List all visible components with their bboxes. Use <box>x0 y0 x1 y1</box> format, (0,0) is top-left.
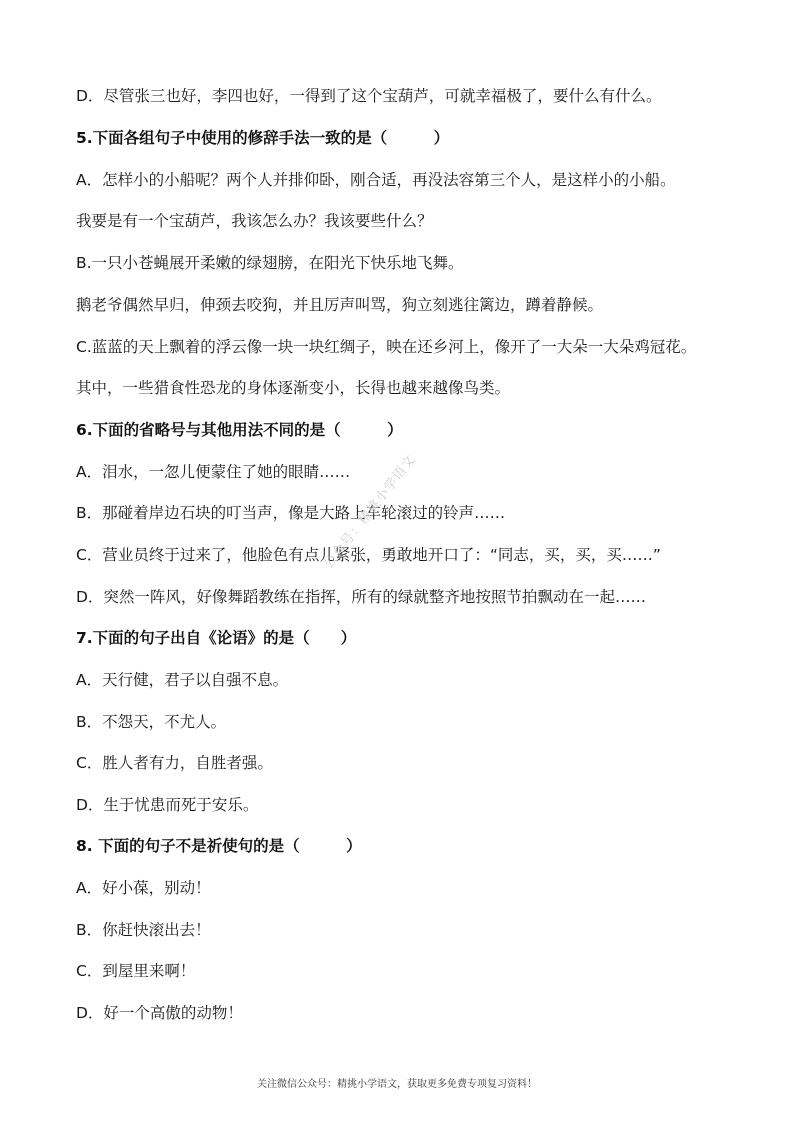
option-7-b: B．不怨天，不尤人。 <box>76 713 227 731</box>
option-6-a: A．泪水，一忽儿便蒙住了她的眼睛…… <box>76 463 351 481</box>
option-4-d: D．尽管张三也好，李四也好，一得到了这个宝葫芦，可就幸福极了，要什么有什么。 <box>76 87 662 105</box>
question-8-stem: 8. 下面的句子不是祈使句的是（ ） <box>76 837 362 855</box>
option-8-a: A．好小葆，别动！ <box>76 879 211 897</box>
option-5-b-second: 鹅老爷偶然早归，伸颈去咬狗，并且厉声叫骂，狗立刻逃往篱边，蹲着静候。 <box>76 296 604 314</box>
option-5-b: B.一只小苍蝇展开柔嫩的绿翅膀，在阳光下快乐地飞舞。 <box>76 254 464 272</box>
option-5-a-second: 我要是有一个宝葫芦，我该怎么办？我该要些什么？ <box>76 212 433 230</box>
question-6-stem: 6.下面的省略号与其他用法不同的是（ ） <box>76 421 403 439</box>
option-6-b: B．那碰着岸边石块的叮当声，像是大路上车轮滚过的铃声…… <box>76 504 506 522</box>
option-7-c: C．胜人者有力，自胜者强。 <box>76 754 273 772</box>
watermark: 公众号：精挑小学语文 <box>321 452 420 572</box>
option-8-c: C．到屋里来啊！ <box>76 962 196 980</box>
option-5-a: A．怎样小的小船呢？两个人并排仰卧，刚合适，再没法容第三个人，是这样小的小船。 <box>76 171 676 189</box>
question-7-stem: 7.下面的句子出自《论语》的是（ ） <box>76 629 357 647</box>
option-8-d: D．好一个高傲的动物！ <box>76 1004 243 1022</box>
option-5-c: C.蓝蓝的天上飘着的浮云像一块一块红绸子，映在还乡河上，像开了一大朵一大朵鸡冠花。 <box>76 338 697 356</box>
option-8-b: B．你赶快滚出去！ <box>76 921 211 939</box>
option-6-d: D．突然一阵风，好像舞蹈教练在指挥，所有的绿就整齐地按照节拍飘动在一起…… <box>76 588 646 606</box>
question-5-stem: 5.下面各组句子中使用的修辞手法一致的是（ ） <box>76 129 450 147</box>
option-7-d: D．生于忧患而死于安乐。 <box>76 796 259 814</box>
footer-note: 关注微信公众号：精挑小学语文，获取更多免费专项复习资料！ <box>257 1079 537 1090</box>
option-5-c-second: 其中，一些猎食性恐龙的身体逐渐变小，长得也越来越像鸟类。 <box>76 379 511 397</box>
option-7-a: A．天行健，君子以自强不息。 <box>76 671 289 689</box>
option-6-c: C．营业员终于过来了，他脸色有点儿紧张，勇敢地开口了：“同志，买，买，买……” <box>76 546 661 564</box>
